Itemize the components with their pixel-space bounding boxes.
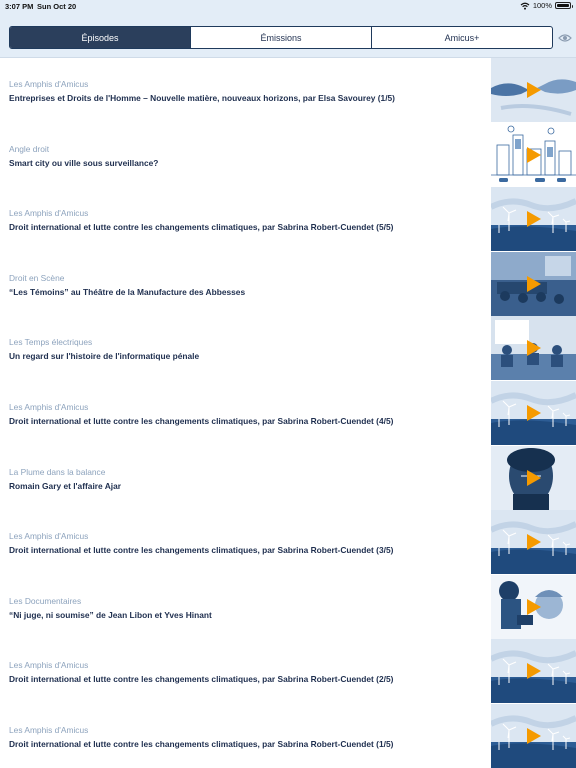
- episode-thumbnail[interactable]: [491, 704, 576, 768]
- episode-row[interactable]: [0, 575, 576, 640]
- status-time: 3:07 PM: [5, 2, 34, 11]
- episode-row[interactable]: [0, 639, 576, 704]
- tab-amicus-plus[interactable]: Amicus+: [371, 27, 552, 48]
- episode-title: Droit international et lutte contre les changements climatiques, par Sabrina Robert-Cuendet (1/5): [9, 738, 394, 749]
- episode-row[interactable]: [0, 704, 576, 768]
- episode-title: Entreprises et Droits de l'Homme – Nouvelle matière, nouveaux horizons, par Elsa Savourey (1/5): [9, 93, 395, 103]
- episode-title: Droit international et lutte contre les changements climatiques, par Sabrina Robert-Cuendet (2/5): [9, 674, 394, 685]
- play-icon[interactable]: [527, 470, 541, 486]
- status-bar: [0, 0, 576, 12]
- episode-row[interactable]: [0, 123, 576, 188]
- play-icon[interactable]: [527, 728, 541, 744]
- episode-thumbnail[interactable]: [491, 187, 576, 251]
- episode-title: Droit international et lutte contre les changements climatiques, par Sabrina Robert-Cuendet (4/5): [9, 415, 394, 426]
- episode-thumbnail[interactable]: [491, 252, 576, 316]
- episode-title: “Les Témoins” au Théâtre de la Manufacture des Abbesses: [9, 286, 246, 297]
- episode-row[interactable]: [0, 316, 576, 381]
- episode-show-name: Les Temps électriques: [9, 337, 93, 348]
- episode-thumbnail[interactable]: [491, 510, 576, 574]
- episode-show-name: Les Amphis d'Amicus: [9, 531, 89, 542]
- play-icon[interactable]: [527, 211, 541, 227]
- episode-title: “Ni juge, ni soumise” de Jean Libon et Yves Hinant: [9, 609, 212, 620]
- tab-episodes[interactable]: Épisodes: [10, 27, 190, 48]
- episode-row[interactable]: [0, 381, 576, 446]
- episode-thumbnail[interactable]: [491, 575, 576, 639]
- episode-title: Smart city ou ville sous surveillance?: [9, 157, 159, 168]
- play-icon[interactable]: [527, 82, 541, 98]
- header: [0, 12, 576, 58]
- segmented-control: [9, 26, 553, 49]
- episode-thumbnail[interactable]: [491, 123, 576, 187]
- episode-row[interactable]: [0, 252, 576, 317]
- episode-row[interactable]: [0, 510, 576, 575]
- tab-emissions[interactable]: Émissions: [190, 27, 371, 48]
- episode-show-name: La Plume dans la balance: [9, 466, 106, 477]
- episode-title: Un regard sur l'histoire de l'informatique pénale: [9, 351, 200, 362]
- episode-row[interactable]: [0, 446, 576, 511]
- play-icon[interactable]: [527, 340, 541, 356]
- episode-row[interactable]: [0, 187, 576, 252]
- episode-show-name: Droit en Scène: [9, 272, 65, 283]
- wifi-icon: [520, 2, 530, 10]
- episode-thumbnail[interactable]: [491, 446, 576, 510]
- play-icon[interactable]: [527, 663, 541, 679]
- play-icon[interactable]: [527, 147, 541, 163]
- episode-show-name: Les Amphis d'Amicus: [9, 660, 89, 671]
- play-icon[interactable]: [527, 599, 541, 615]
- episode-row[interactable]: [0, 58, 576, 123]
- play-icon[interactable]: [527, 276, 541, 292]
- play-icon[interactable]: [527, 405, 541, 421]
- episode-show-name: Les Amphis d'Amicus: [9, 401, 89, 412]
- episode-thumbnail[interactable]: [491, 58, 576, 122]
- episode-title: Droit international et lutte contre les changements climatiques, par Sabrina Robert-Cuendet (5/5): [9, 222, 394, 233]
- episode-show-name: Les Amphis d'Amicus: [9, 724, 89, 735]
- episode-show-name: Les Amphis d'Amicus: [9, 208, 89, 219]
- episode-thumbnail[interactable]: [491, 381, 576, 445]
- episode-thumbnail[interactable]: [491, 316, 576, 380]
- play-icon[interactable]: [527, 534, 541, 550]
- episode-show-name: Angle droit: [9, 143, 50, 154]
- status-right: [520, 1, 571, 10]
- episode-list: [0, 58, 576, 768]
- episode-show-name: Les Amphis d'Amicus: [9, 79, 89, 89]
- episode-show-name: Les Documentaires: [9, 595, 82, 606]
- status-date: Sun Oct 20: [37, 2, 77, 11]
- eye-icon[interactable]: [558, 33, 572, 43]
- battery-level: [557, 4, 569, 7]
- episode-title: Droit international et lutte contre les changements climatiques, par Sabrina Robert-Cuendet (3/5): [9, 545, 394, 556]
- battery-icon: [555, 2, 571, 9]
- episode-thumbnail[interactable]: [491, 639, 576, 703]
- episode-title: Romain Gary et l'affaire Ajar: [9, 480, 121, 491]
- battery-percent: 100%: [532, 1, 552, 10]
